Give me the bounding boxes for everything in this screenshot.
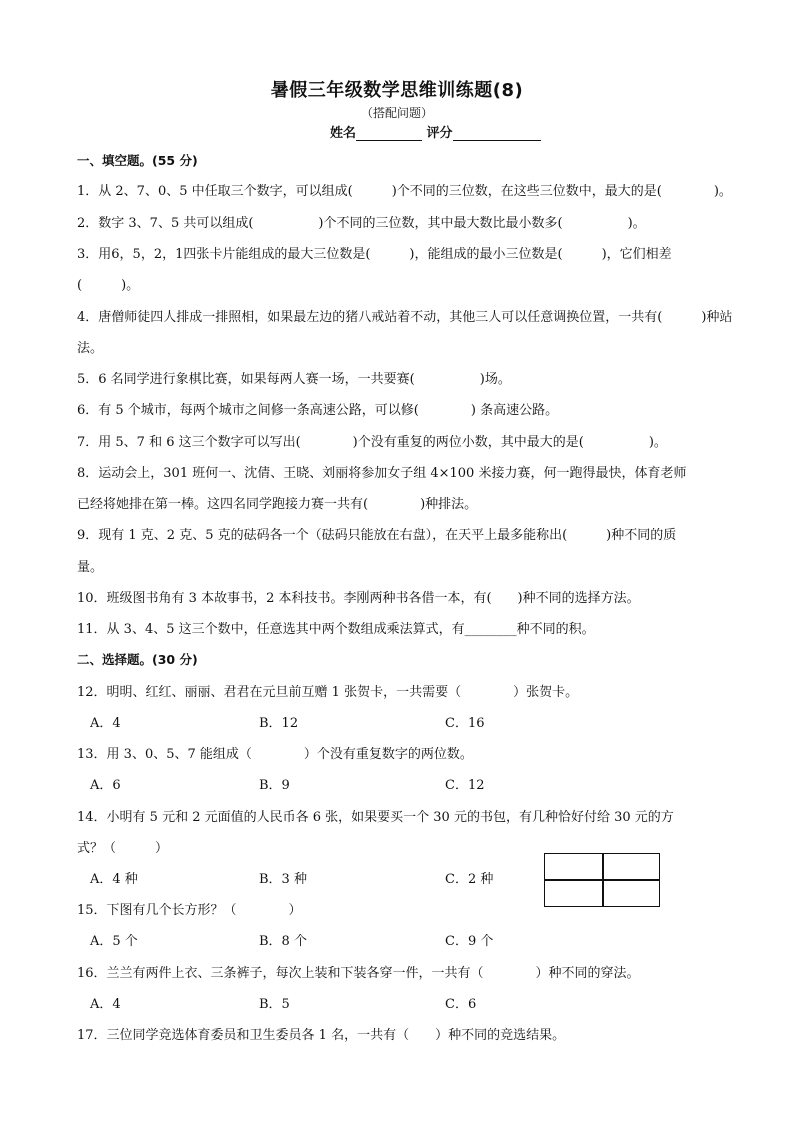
q12-option-b[interactable]: B．12	[259, 716, 299, 731]
question-3: 3．用6，5，2，1四张卡片能组成的最大三位数是( )，能组成的最小三位数是( )，它们相差	[77, 247, 672, 262]
question-1: 1．从 2、7、0、5 中任取三个数字，可以组成( )个不同的三位数，在这些三位数中，最大的是( )。	[77, 184, 732, 199]
q13-option-b[interactable]: B．9	[259, 778, 290, 793]
question-14: 14．小明有 5 元和 2 元面值的人民币各 6 张，如果要买一个 30 元的书包，有几种恰好付给 30 元的方	[77, 810, 674, 825]
q16-option-a[interactable]: A．4	[90, 997, 121, 1012]
q15-option-b[interactable]: B．8 个	[259, 934, 307, 949]
q13-option-c[interactable]: C．12	[445, 778, 485, 793]
q15-option-c[interactable]: C．9 个	[445, 934, 494, 949]
name-score-bar	[330, 122, 541, 141]
figure-horizontal-divider	[545, 879, 659, 881]
question-9: 9．现有 1 克、2 克、5 克的砝码各一个（砝码只能放在右盘），在天平上最多能称出( )种不同的质	[77, 528, 677, 543]
page-subtitle: （搭配问题）	[360, 106, 433, 120]
q14-option-b[interactable]: B．3 种	[259, 872, 307, 887]
section-choice-heading: 二、选择题。(30 分)	[77, 652, 198, 667]
question-5: 5．6 名同学进行象棋比赛，如果每两人赛一场，一共要赛( )场。	[77, 372, 511, 387]
score-label: 评分	[426, 126, 453, 141]
question-2: 2．数字 3、7、5 共可以组成( )个不同的三位数，其中最大数比最小数多( )。	[77, 216, 646, 231]
q15-option-a[interactable]: A．5 个	[90, 934, 138, 949]
question-4: 4．唐僧师徒四人排成一排照相，如果最左边的猪八戒站着不动，其他三人可以任意调换位置，一共有( )种站	[77, 310, 733, 325]
score-blank[interactable]	[453, 126, 541, 141]
question-17: 17．三位同学竞选体育委员和卫生委员各 1 名，一共有（ ）种不同的竞选结果。	[77, 1028, 566, 1043]
question-9-cont: 量。	[77, 560, 104, 575]
question-8: 8．运动会上，301 班何一、沈倩、王晓、刘丽将参加女子组 4×100 米接力赛，何一跑得最快，体育老师	[77, 466, 687, 481]
q16-option-b[interactable]: B．5	[259, 997, 290, 1012]
q14-option-a[interactable]: A．4 种	[90, 872, 138, 887]
name-label: 姓名	[330, 126, 357, 141]
section-fill-heading: 一、填空题。(55 分)	[77, 153, 198, 168]
question-12: 12．明明、红红、丽丽、君君在元旦前互赠 1 张贺卡，一共需要（ ）张贺卡。	[77, 685, 579, 700]
question-6: 6．有 5 个城市，每两个城市之间修一条高速公路，可以修( ) 条高速公路。	[77, 403, 559, 418]
question-14-cont: 式？（ ）	[77, 841, 169, 856]
page-title: 暑假三年级数学思维训练题(8)	[270, 80, 524, 101]
rectangle-figure	[544, 853, 660, 907]
q14-option-c[interactable]: C．2 种	[445, 872, 494, 887]
question-8-cont: 已经将她排在第一棒。这四名同学跑接力赛一共有( )种排法。	[77, 497, 478, 512]
q12-option-c[interactable]: C．16	[445, 716, 485, 731]
question-10: 10．班级图书角有 3 本故事书，2 本科技书。李刚两种书各借一本，有( )种不同的选择方法。	[77, 591, 640, 606]
name-blank[interactable]	[356, 126, 422, 141]
q12-option-a[interactable]: A．4	[90, 716, 121, 731]
question-15: 15．下图有几个长方形？（ ）	[77, 903, 302, 918]
question-16: 16．兰兰有两件上衣、三条裤子，每次上装和下装各穿一件，一共有（ ）种不同的穿法。	[77, 966, 640, 981]
question-13: 13．用 3、0、5、7 能组成（ ）个没有重复数字的两位数。	[77, 747, 473, 762]
q13-option-a[interactable]: A．6	[90, 778, 121, 793]
question-11: 11．从 3、4、5 这三个数中，任意选其中两个数组成乘法算式，有________种不同的积。	[77, 622, 595, 637]
q16-option-c[interactable]: C．6	[445, 997, 477, 1012]
question-3-cont: ( )。	[77, 278, 140, 293]
question-7: 7．用 5、7 和 6 这三个数字可以写出( )个没有重复的两位小数，其中最大的是( )。	[77, 435, 667, 450]
question-4-cont: 法。	[77, 341, 104, 356]
